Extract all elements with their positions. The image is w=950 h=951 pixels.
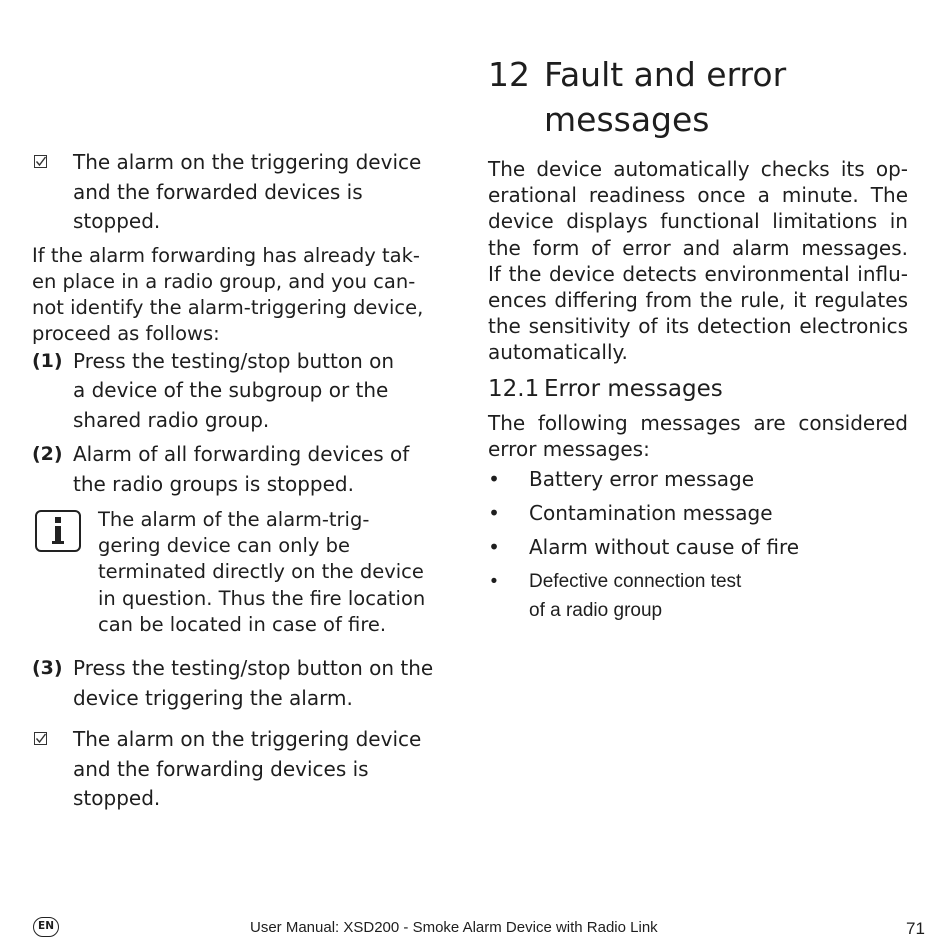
text-line: device displays functional limitations in xyxy=(488,209,908,234)
info-note xyxy=(32,507,452,638)
text-line: gering device can only be xyxy=(98,534,351,558)
list-item-text: Alarm without cause of fire xyxy=(529,535,800,560)
text-line: a device of the subgroup or the xyxy=(73,378,389,402)
list-item xyxy=(488,567,908,625)
section-number: 12.1 xyxy=(488,375,540,402)
text-line: and the forwarding devices is xyxy=(73,756,369,781)
bullet-icon: • xyxy=(488,501,500,526)
step-3 xyxy=(32,654,452,713)
step-1 xyxy=(32,347,452,436)
text-line: and the forwarded devices is xyxy=(73,179,363,204)
result-check-item xyxy=(32,148,452,237)
text-line: the radio groups is stopped. xyxy=(73,471,354,496)
result-check-item xyxy=(32,725,452,814)
text-line: in question. Thus the fire location xyxy=(98,586,426,610)
text-line: stopped. xyxy=(73,209,161,233)
text-line: Press the testing/stop button on the xyxy=(73,656,434,681)
left-column xyxy=(32,148,452,814)
text-line: The alarm on the triggering device xyxy=(73,727,422,752)
list-item-text: of a radio group xyxy=(529,600,663,622)
list-item-text: Defective connection test xyxy=(529,571,742,593)
section-heading xyxy=(488,374,908,404)
text-line: ences differing from the rule, it regulates xyxy=(488,288,908,313)
bullet-icon: • xyxy=(488,535,500,560)
text-line: The alarm of the alarm-trig- xyxy=(98,508,370,531)
step-2 xyxy=(32,440,452,499)
text-line: erational readiness once a minute. The xyxy=(488,183,908,208)
text-line: proceed as follows: xyxy=(32,321,220,345)
text-line: en place in a radio group, and you can- xyxy=(32,269,416,293)
text-line: stopped. xyxy=(73,786,161,811)
list-item-text: Contamination message xyxy=(529,501,773,526)
list-item xyxy=(488,462,908,496)
bullet-icon: • xyxy=(488,467,500,492)
language-badge: EN xyxy=(33,917,59,937)
text-line: The alarm on the triggering device xyxy=(73,150,422,174)
text-line: If the device detects environmental influ- xyxy=(488,261,908,286)
error-message-list xyxy=(488,462,908,625)
text-line: device triggering the alarm. xyxy=(73,685,353,710)
heading-line: Fault and error xyxy=(544,55,787,94)
section-title: Error messages xyxy=(544,375,723,402)
heading-line: messages xyxy=(544,100,710,139)
checkbox-checked-icon xyxy=(34,155,47,168)
info-icon xyxy=(35,510,81,552)
chapter-heading xyxy=(488,52,908,142)
text-line: The following messages are considered xyxy=(488,410,908,435)
text-line: The device automatically checks its op- xyxy=(488,157,908,181)
step-number: (2) xyxy=(32,443,63,465)
step-number: (3) xyxy=(32,657,63,680)
list-intro xyxy=(488,410,908,462)
text-line: error messages: xyxy=(488,436,650,461)
list-item-text: Battery error message xyxy=(529,467,755,492)
step-number: (1) xyxy=(32,349,63,372)
text-line: not identify the alarm-triggering device, xyxy=(32,295,424,319)
chapter-number: 12 xyxy=(488,55,530,94)
list-item xyxy=(488,496,908,530)
text-line: can be located in case of fire. xyxy=(98,612,387,636)
text-line: If the alarm forwarding has already tak- xyxy=(32,243,420,267)
right-column xyxy=(488,52,908,625)
footer-title: User Manual: XSD200 - Smoke Alarm Device with Radio Link xyxy=(250,919,658,936)
text-line: shared radio group. xyxy=(73,407,270,432)
bullet-icon: • xyxy=(490,571,498,593)
text-line: Press the testing/stop button on xyxy=(73,348,395,373)
text-line: the sensitivity of its detection electronics xyxy=(488,314,908,339)
text-line: terminated directly on the device xyxy=(98,560,424,584)
chapter-intro-paragraph xyxy=(488,156,908,366)
text-line: the form of error and alarm messages. xyxy=(488,235,908,260)
text-line: Alarm of all forwarding devices of xyxy=(73,442,410,466)
page-number: 71 xyxy=(906,919,925,938)
intro-paragraph xyxy=(32,243,452,347)
checkbox-checked-icon xyxy=(34,732,47,745)
list-item xyxy=(488,530,908,564)
text-line: automatically. xyxy=(488,340,628,365)
